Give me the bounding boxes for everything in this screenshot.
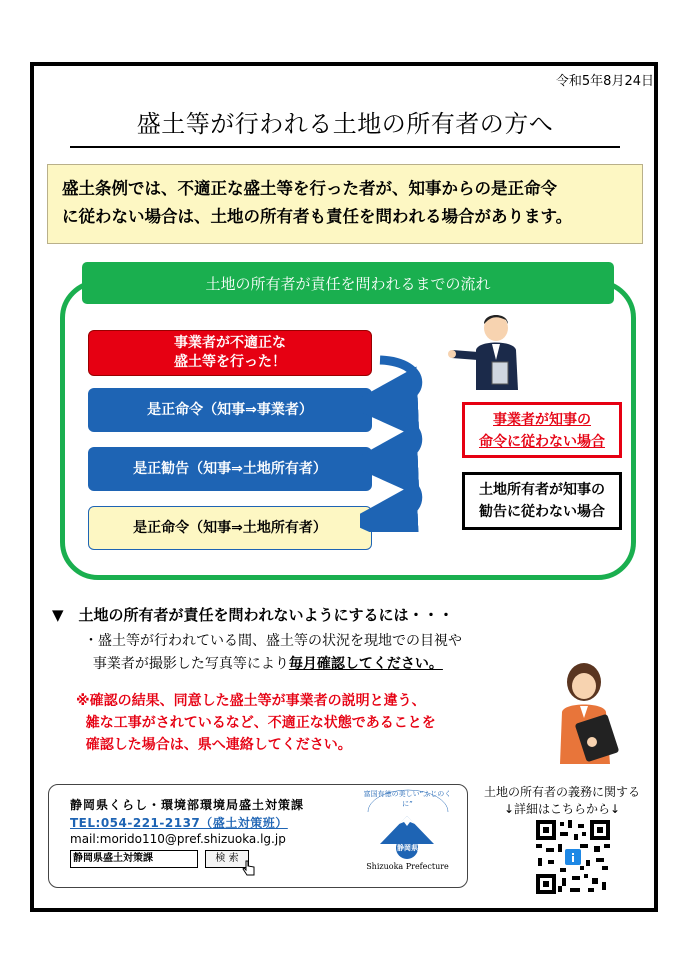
notice-line-2: に従わない場合は、土地の所有者も責任を問われる場合があります。 <box>62 207 573 226</box>
flow-step-1-line-1: 事業者が不適正な <box>174 335 286 351</box>
warning-line-1: ※確認の結果、同意した盛土等が事業者の説明と違う、 <box>76 693 426 709</box>
qr-caption-line-1: 土地の所有者の義務に関する <box>484 785 641 799</box>
qr-code[interactable] <box>536 820 610 894</box>
notice-line-1: 盛土条例では、不適正な盛土等を行った者が、知事からの是正命令 <box>62 179 557 198</box>
callout-recommendation-ignored <box>462 472 622 530</box>
cursor-hand-icon <box>242 860 256 876</box>
qr-caption-line-2: ↓詳細はこちらから↓ <box>503 802 621 816</box>
warning-text <box>76 690 436 756</box>
section-heading: ▼ 土地の所有者が責任を問われないようにするには・・・ <box>52 606 454 624</box>
bullet-line-2-pre: 事業者が撮影した写真等により <box>92 656 289 672</box>
callout-black-line-1: 土地所有者が知事の <box>479 482 605 498</box>
prefecture-logo <box>360 786 455 878</box>
search-input[interactable]: 静岡県盛土対策課 <box>70 850 198 868</box>
contact-tel-link[interactable]: TEL:054-221-2137（盛土対策班） <box>70 816 288 830</box>
bullet-line-1: ・盛土等が行われている間、盛土等の状況を現地での目視や <box>84 633 462 649</box>
bullet-text <box>84 630 462 676</box>
logo-name: 静岡県 <box>397 844 418 852</box>
curved-arrows-icon <box>360 352 455 532</box>
contact-org: 静岡県くらし・環境部環境局盛土対策課 <box>70 798 305 812</box>
callout-red-line-2: 命令に従わない場合 <box>479 434 605 450</box>
flow-step-1 <box>88 330 372 376</box>
flow-step-3: 是正勧告（知事⇒土地所有者） <box>88 447 372 491</box>
title-underline <box>70 146 620 148</box>
pointing-man-icon <box>448 310 528 390</box>
contact-mail[interactable]: mail:morido110@pref.shizuoka.lg.jp <box>70 832 286 846</box>
bullet-line-2-em: 毎月確認してください。 <box>288 656 443 672</box>
issue-date: 令和5年8月24日 <box>555 74 654 89</box>
logo-slogan: 富国有徳の美しい“ふじのくに” <box>363 790 452 808</box>
logo-english: Shizuoka Prefecture <box>366 862 449 871</box>
warning-line-3: 確認した場合は、県へ連絡してください。 <box>85 737 352 753</box>
warning-line-2: 雑な工事がされているなど、不適正な状態であることを <box>85 715 436 731</box>
woman-with-tablet-icon <box>550 656 620 764</box>
search-button[interactable]: 検 索 <box>205 850 249 868</box>
callout-black-line-2: 勧告に従わない場合 <box>479 504 605 520</box>
qr-caption <box>484 784 640 818</box>
notice-box <box>47 164 643 244</box>
flow-header: 土地の所有者が責任を問われるまでの流れ <box>82 262 614 304</box>
callout-red-line-1: 事業者が知事の <box>493 412 591 428</box>
flow-step-1-line-2: 盛土等を行った！ <box>174 354 286 370</box>
flow-step-2: 是正命令（知事⇒事業者） <box>88 388 372 432</box>
bullet-line-2 <box>84 653 462 676</box>
callout-order-ignored <box>462 402 622 458</box>
page-title: 盛土等が行われる土地の所有者の方へ <box>136 110 554 138</box>
flow-step-4: 是正命令（知事⇒土地所有者） <box>88 506 372 550</box>
